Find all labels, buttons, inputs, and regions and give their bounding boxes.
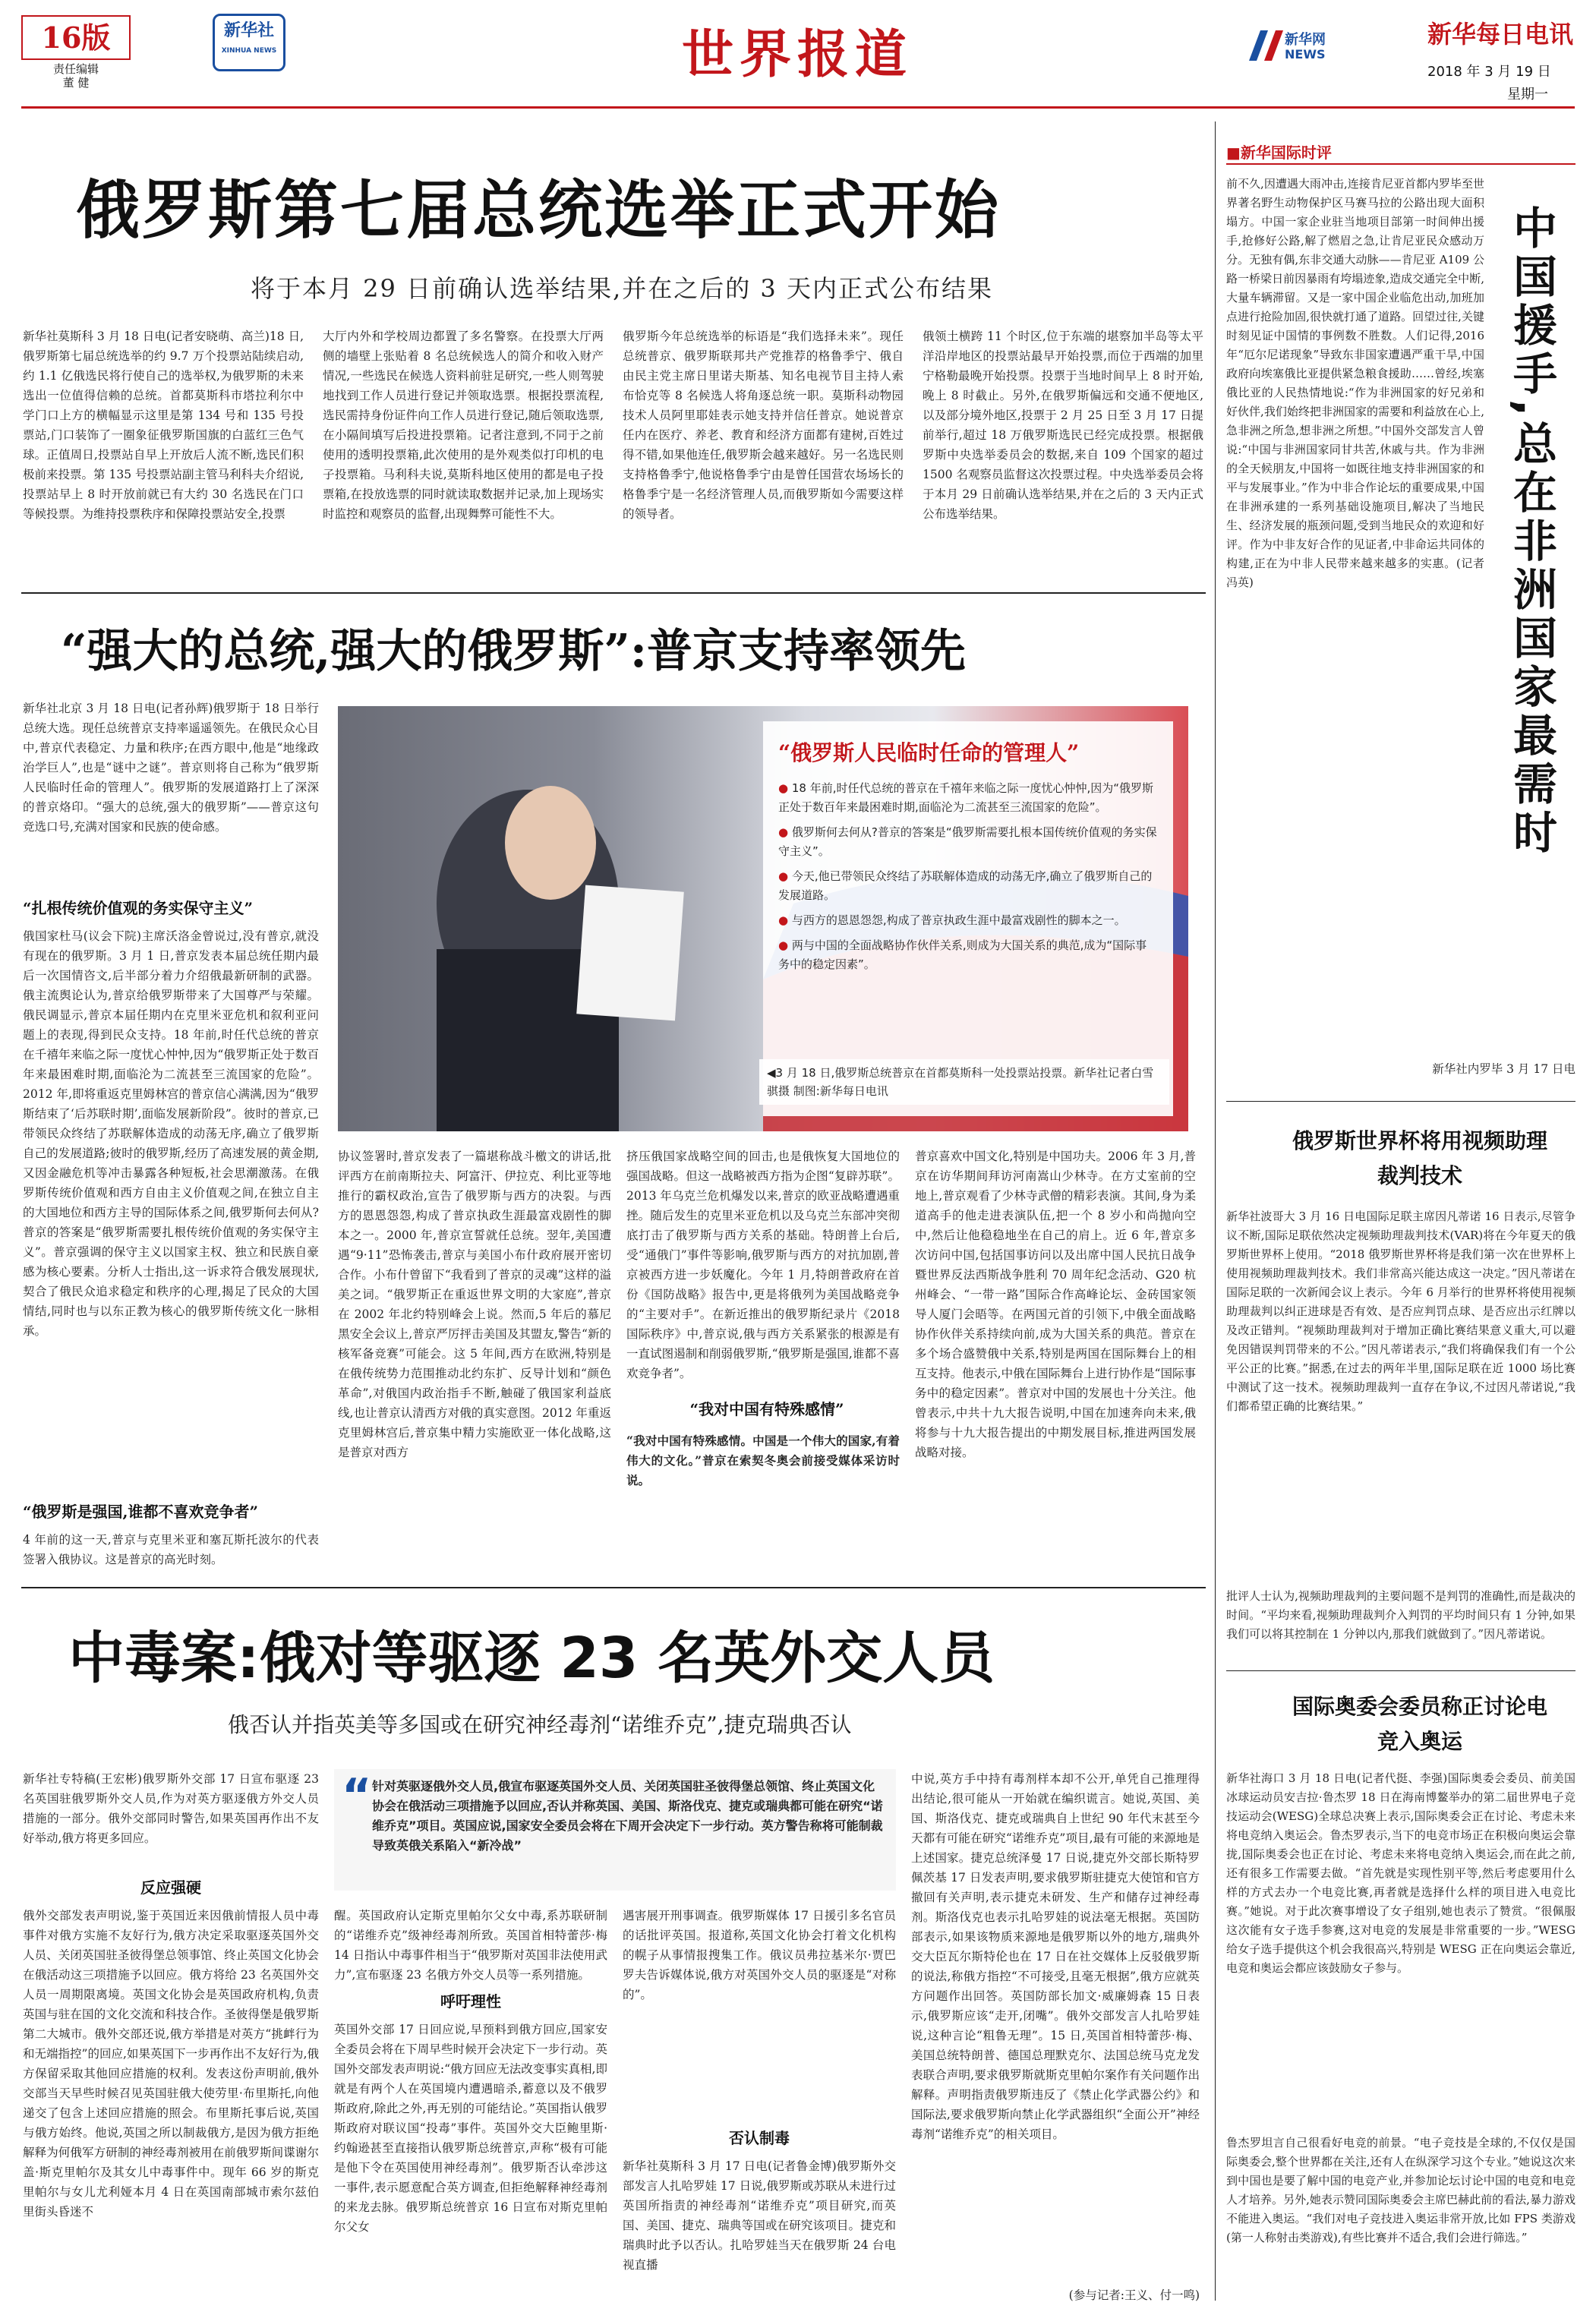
photo-caption: ◀3 月 18 日,俄罗斯总统普京在首都莫斯科一处投票站投票。新华社记者白雪骐摄 制图:新华每日电讯 [759, 1059, 1169, 1105]
sidebar-commentary: 前不久,因遭遇大雨冲击,连接肯尼亚首都内罗毕至世界著名野生动物保护区马赛马拉的公路出现大面积塌方。中国一家企业驻当地项目部第一时间伸出援手,抢修好公路,解了燃眉之急,让肯尼亚民众感动万分。无独有偶,东非交通大动脉——肯尼亚 A109 公路一桥梁日前因暴雨有垮塌迹象,造成交通完全中断,大量车辆滞留。又是一家中国企业临危出动,加班加点进行抢险加固,很快就打通了道路。回望过往,关键时刻见证中国情的事例数不胜数。人们记得,2016年“厄尔尼诺现象”导致东非国家遭遇严重干旱,中国政府向埃塞俄比亚提供紧急粮食援助……曾经,埃塞俄比亚的人民热情地说:“作为非洲国家的好兄弟和好伙伴,我们始终把非洲国家的需要和利益放在心上,急非洲之所急,想非洲之所想。”中国外交部发言人曾说:“中国与非洲国家同甘共苦,休戚与共。作为非洲的全天候朋友,中国将一如既往地支持非洲国家的和平与发展事业。”作为中非合作论坛的重要成果,中国在非洲承建的一系列基础设施项目,解决了当地民生、经济发展的瓶颈问题,受到当地民众的欢迎和好评。作为中非友好合作的见证者,中非命运共同体的构建,正在为中非人民带来越来越多的实惠。(记者冯英) [1226, 177, 1484, 589]
sidebar-divider [1215, 121, 1216, 2301]
header-rule [21, 106, 1575, 109]
article3-sub3: 否认制毒 [729, 2129, 790, 2147]
sidebar-vertical-title: 中国援手,总在非洲国家最需时 [1506, 205, 1557, 859]
page-number: 16版 [21, 15, 131, 60]
article2-headline: “强大的总统,强大的俄罗斯”:普京支持率领先 [61, 625, 967, 678]
article1-col3: 俄罗斯今年总统选举的标语是“我们选择未来”。现任总统普京、俄罗斯联邦共产党推荐的格鲁季宁、俄自由民主党主席日里诺夫斯基、知名电视节目主持人索布恰克等 8 名候选人将角逐总统一职。莫斯科动物园技术人员阿里耶娃表示她支持并信任普京。她说普京任内在医疗、养老、教育和经济方面都有建树,百姓过得不错,如果他连任,俄罗斯会越来越好。另一名选民则支持格鲁季宁,他说格鲁季宁由是曾任国营农场场长的格鲁季宁是一名经济管理人员,而俄罗斯如今需要这样的领导者。 [623, 330, 904, 521]
article2-sub3: “我对中国有特殊感情” [689, 1400, 844, 1418]
photo-bullet-text: 与西方的恩恩怨怨,构成了普京执政生涯中最富戏剧性的脚本之一。 [791, 913, 1126, 927]
article3-byline: (参与记者:王义、付一鸣) [1068, 2288, 1200, 2302]
issue-date: 2018 年 3 月 19 日 [1427, 64, 1551, 80]
article3-col1: 俄外交部发表声明说,鉴于英国近来因俄前情报人员中毒事件对俄方实施不友好行为,俄方决定采取驱逐英国外交人员、关闭英国驻圣彼得堡总领事馆、终止英国文化协会在俄活动这三项措施予以回应。俄方将给 23 名英国外交人员一周期限离境。英国文化协会是英国政府机构,负责英国与驻在国的文化交流和科技合作。圣彼得堡是俄罗斯第二大城市。俄外交部还说,俄方举措是对英方“挑衅行为和无端指控”的回应,如果英国下一步再作出不友好行为,俄方保留采取其他回应措施的权利。发表这份声明前,俄外交部当天早些时候召见英国驻俄大使劳里·布里斯托,向他递交了包含上述回应措施的照会。布里斯托事后说,英国与俄方始终。他说,英国之所以制裁俄方,是因为俄方拒绝解释为何俄军方研制的神经毒剂被用在前俄罗斯间谍谢尔盖·斯克里帕尔及其女儿中毒事件中。现年 66 岁的斯克里帕尔与女儿尤利娅本月 4 日在英国南部城市索尔兹伯里街头昏迷不 [23, 1909, 319, 2219]
news2-text: 新华社海口 3 月 18 日电(记者代挺、李强)国际奥委会委员、前美国冰球运动员安吉拉·鲁杰罗 18 日在海南博鳌举办的第二届世界电子竞技运动会(WESG)全球总决赛上表示,国际奥委会正在讨论、考虑未来将电竞纳入奥运会。鲁杰罗表示,当下的电竞市场正在积极向奥运会靠拢,国际奥委会也正在讨论、考虑未来将电竞纳入奥运会,而在此之前,还有很多工作需要去做。“首先就是实现性别平等,然后考虑要用什么样的方式去办一个电竞比赛,再者就是选择什么样的项目进入电竞比赛。”她说。对于此次赛事增设了女子组别,她也表示了赞赏。“很佩服这次能有女子选手参赛,这对电竞的发展是非常重要的一步。”WESG 给女子选手提供这个机会我很高兴,特别是 WESG 正在向奥运会靠近,电竞和奥运会都应该鼓励女子参与。 [1226, 1771, 1575, 1975]
article1-col1: 新华社莫斯科 3 月 18 日电(记者安晓萌、高兰)18 日,俄罗斯第七届总统选举的约 9.7 万个投票站陆续启动,约 1.1 亿俄选民将行使自己的选举权,为俄罗斯的未来选出一位值得信赖的总统。首都莫斯科市塔拉利尔中学门口上方的横幅显示这里是第 134 号和 135 号投票站,门口装饰了一圈象征俄罗斯国旗的白蓝红三色气球。正值周日,投票站自早上开放后人流不断,选民们积极前来投票。第 135 号投票站副主管马利科夫介绍说,投票站早上 8 时开放前就已有大约 30 名选民在门口等候投票。为维持投票秩序和保障投票站安全,投票 [23, 330, 304, 521]
article3-sub1: 反应强硬 [140, 1878, 201, 1897]
article2-midcol1: 协议签署时,普京发表了一篇堪称战斗檄文的讲话,批评西方在前南斯拉夫、阿富汗、伊拉克、利比亚等地推行的霸权政治,宣告了俄罗斯与西方的决裂。与西方的恩恩怨怨,构成了普京执政生涯最富戏剧性的脚本之一。2000 年,普京宣誓就任总统。翌年,美国遭遇“9·11”恐怖袭击,普京与美国小布什政府展开密切合作。小布什曾留下“我看到了普京的灵魂”这样的溢美之词。“俄罗斯正在重返世界文明的大家庭”,普京在 2002 年北约特别峰会上说。然而,5 年后的慕尼黑安全会议上,普京严厉抨击美国及其盟友,警告“新的核军备竞赛”可能会。这 5 年间,西方在欧洲,特别是在俄传统势力范围推动北约东扩、反导计划和“颜色革命”,对俄国内政治指手不断,触碰了俄国家利益底线,也让普京认清西方对俄的真实意图。2012 年重返克里姆林宫后,普京集中精力实施欧亚一体化战略,这是普京对西方 [338, 1150, 611, 1459]
news1-text2: 批评人士认为,视频助理裁判的主要问题不是判罚的准确性,而是裁决的时间。“平均来看,视频助理裁判介入判罚的平均时间只有 1 分钟,如果我们可以将其控制在 1 分钟以内,那我们就做到了。”因凡蒂诺说。 [1226, 1589, 1575, 1641]
sidebar-dateline: 新华社内罗毕 3 月 17 日电 [1432, 1062, 1575, 1076]
quote-mark-icon: “ [342, 1769, 372, 1822]
article3-sub2: 呼吁理性 [440, 1992, 501, 2011]
editor-name: 董 健 [62, 76, 90, 90]
photo-bullet [778, 867, 1158, 905]
photo-info-box [763, 721, 1173, 1116]
article2-lead: 新华社北京 3 月 18 日电(记者孙辉)俄罗斯于 18 日举行总统大选。现任总统普京支持率遥遥领先。在俄民众心目中,普京代表稳定、力量和秩序;在西方眼中,他是“地缘政治学巨人”,也是“谜中之谜”。普京则将自己称为“俄罗斯人民临时任命的管理人”。俄罗斯的发展道路打上了深深的普京烙印。“强大的总统,强大的俄罗斯”——普京这句竞选口号,充满对国家和民族的使命感。 [23, 702, 319, 834]
article2-sub1-text: 俄国家杜马(议会下院)主席沃洛金曾说过,没有普京,就没有现在的俄罗斯。3 月 1 日,普京发表本届总统任期内最后一次国情咨文,后半部分着力介绍俄最新研制的武器。俄主流舆论认为,普京给俄罗斯带来了大国尊严与荣耀。俄民调显示,普京本届任期内在克里米亚危机和叙利亚问题上的表现,得到民众支持。18 年前,时任代总统的普京在千禧年来临之际一度忧心忡忡,因为“俄罗斯正处于数百年来最困难时期,面临沦为二流甚至三流国家的危险”。2012 年,即将重返克里姆林宫的普京信心满满,因为“俄罗斯结束了‘后苏联时期’,面临发展新阶段”。彼时的普京,已带领民众终结了苏联解体造成的动荡无序,确立了俄罗斯自己的发展道路;彼时的俄罗斯,经历了高速发展的黄金期,又因金融危机等冲击暴露各种短板,社会思潮激荡。在俄罗斯传统价值观和西方自由主义价值观之间,在独立自主的大国地位和西方主导的国际体系之间,俄罗斯何去何从?普京的答案是“俄罗斯需要扎根传统价值观的务实保守主义”。普京强调的保守主义以国家主权、独立和民族自豪感为核心要素。分析人士指出,这一诉求符合俄发展现状,契合了俄民众追求稳定和秩序的心理,揭足了民众的大国情结,同时也与以东正教为核心的俄罗斯传统文化一脉相承。 [23, 929, 319, 1338]
article3-col2: 醒。英国政府认定斯克里帕尔父女中毒,系苏联研制的“诺维乔克”级神经毒剂所致。英国首相特蕾莎·梅 14 日指认中毒事件相当于“俄罗斯对英国非法使用武力”,宣布驱逐 23 名俄方外交人员等一系列措施。 [334, 1909, 607, 1982]
photo-bullet-text: 俄罗斯何去何从?普京的答案是“俄罗斯需要扎根本国传统价值观的务实保守主义”。 [778, 825, 1157, 858]
photo-bullet [778, 911, 1158, 930]
photo-bullet [778, 823, 1158, 861]
sidebar-column-tag: ■新华国际时评 [1226, 144, 1332, 162]
article1-col4: 俄领土横跨 11 个时区,位于东端的堪察加半岛等太平洋沿岸地区的投票站最早开始投票,而位于西端的加里宁格勒最晚开始投票。投票于当地时间早上 8 时开始,晚上 8 时截止。另外,在俄罗斯偏远和交通不便地区,以及部分境外地区,投票于 2 月 25 日至 3 月 17 日提前举行,超过 18 万俄罗斯选民已经完成投票。根据俄罗斯中央选举委员会的数据,来自 109 个国家的超过 1500 名观察员监督这次投票过程。中央选举委员会将于本月 29 日前确认选举结果,并在之后的 3 天内正式公布选举结果。 [923, 330, 1203, 521]
article1-col2: 大厅内外和学校周边都置了多名警察。在投票大厅两侧的墙壁上张贴着 8 名总统候选人的简介和收入财产情况,一些选民在候选人资料前驻足研究,一些人则驾驶地找到工作人员进行登记并领取选票。根据投票流程,选民需持身份证件向工作人员进行登记,随后领取选票,在小隔间填写后投进投票箱。记者注意到,不同于之前使用的透明投票箱,此次使用的是外观类似打印机的电子投票箱。马利科夫说,莫斯科地区使用的都是电子投票箱,在投放选票的同时就读取数据并记录,加上现场实时监控和观察员的监督,出现舞弊可能性不大。 [323, 330, 604, 521]
photo-bullet-text: 两与中国的全面战略协作伙伴关系,则成为大国关系的典范,成为“国际事务中的稳定因素”。 [778, 938, 1147, 971]
photo-bullet-text: 今天,他已带领民众终结了苏联解体造成的动荡无序,确立了俄罗斯自己的发展道路。 [778, 869, 1153, 902]
xinhuanet-logo [1245, 23, 1336, 68]
article2-midcol3: 普京喜欢中国文化,特别是中国功夫。2006 年 3 月,普京在访华期间拜访河南嵩山少林寺。在方丈室前的空地上,普京观看了少林寺武僧的精彩表演。其间,身为柔道高手的他走进表演队伍,把一个 8 岁小和尚抛向空中,然后让他稳稳地坐在自己的肩上。近 6 年,普京多次访问中国,包括国事访问以及出席中国人民抗日战争暨世界反法西斯战争胜利 70 周年纪念活动、G20 杭州峰会、“一带一路”国际合作高峰论坛、金砖国家领导人厦门会晤等。在两国元首的引领下,中俄全面战略协作伙伴关系持续向前,成为大国关系的典范。普京在多个场合盛赞俄中关系,特别是两国在国际舞台上的相互支持。他表示,中俄在国际舞台上进行协作是“国际事务中的稳定因素”。普京对中国的发展也十分关注。他曾表示,中共十九大报告说明,中国在加速奔向未来,俄将参与十九大报告提出的中期发展目标,推进两国发展战略对接。 [915, 1150, 1196, 1459]
editor-info [30, 62, 121, 90]
article2-sub1: “扎根传统价值观的务实保守主义” [23, 899, 254, 917]
sidebar-tag-rule [1226, 163, 1575, 165]
sidebar-rule2 [1226, 1670, 1575, 1671]
photo-bullet [778, 936, 1158, 974]
article3-col4: 中说,英方手中持有毒剂样本却不公开,单凭自己推理得出结论,很可能从一开始就在编织谎言。她说,英国、美国、斯洛伐克、捷克或瑞典自上世纪 90 年代末甚至今天都有可能在研究“诺维乔克”项目,最有可能的来源地是上述国家。捷克总统泽曼 17 日说,捷克外交部长斯特罗佩茨基 17 日发表声明,要求俄罗斯驻捷克大使馆和官方撤回有关声明,表示捷克未研发、生产和储存过神经毒剂。斯洛伐克也表示扎哈罗娃的说法毫无根据。英国防部表示,如果该物质来源地是俄罗斯以外的地方,瑞典外交大臣瓦尔斯特伦也在 17 日在社交媒体上反驳俄罗斯的说法,称俄方指控“不可接受,且毫无根据”,俄方应就英方问题作出回答。英国防部长加文·威廉姆森 15 日表示,俄罗斯应该“走开,闭嘴”。俄外交部发言人扎哈罗娃说,这种言论“粗鲁无理”。15 日,英国首相特蕾莎·梅、美国总统特朗普、德国总理默克尔、法国总统马克龙发表联合声明,要求俄罗斯就斯克里帕尔案作有关问题作出解释。声明指责俄罗斯违反了《禁止化学武器公约》和国际法,要求俄罗斯向禁止化学武器组织“全面公开”神经毒剂“诺维乔克”的相关项目。 [911, 1772, 1200, 2141]
editor-label: 责任编辑 [52, 62, 99, 76]
article2-quote3: “我对中国有特殊感情。中国是一个伟大的国家,有着伟大的文化。”普京在索契冬奥会前接受媒体采访时说。 [626, 1434, 900, 1487]
article2-rule [21, 1587, 1206, 1588]
article1-headline: 俄罗斯第七届总统选举正式开始 [76, 173, 1001, 248]
bullet-dot-icon: ● [778, 938, 792, 952]
news2-headline: 国际奥委会委员称正讨论电竞入奥运 [1292, 1694, 1547, 1754]
sidebar-rule1 [1226, 1101, 1575, 1102]
xinhua-logo [213, 14, 285, 71]
photo-box-bullets [778, 779, 1158, 974]
news2-text2: 鲁杰罗坦言自己很看好电竞的前景。“电子竞技是全球的,不仅仅是国际奥委会,整个世界都在关注,还有人在纵深学习这个专业。”她说这次来到中国也是要了解中国的电竞产业,并参加论坛讨论中国的电竞和电竞人才培养。另外,她表示赞同国际奥委会主席巴赫此前的看法,暴力游戏不能进入奥运。“我们对电子竞技进入奥运非常开放,比如 FPS 类游戏(第一人称射击类游戏),有些比赛并不适合,我们会进行筛选。” [1226, 2136, 1575, 2244]
article1-subheadline: 将于本月 29 日前确认选举结果,并在之后的 3 天内正式公布结果 [251, 274, 993, 303]
article3-subheadline: 俄否认并指英美等多国或在研究神经毒剂“诺维乔克”,捷克瑞典否认 [228, 1712, 852, 1737]
photo-bullet-text: 18 年前,时任代总统的普京在千禧年来临之际一度忧心忡忡,因为“俄罗斯正处于数百年来最困难时期,面临沦为二流甚至三流国家的危险”。 [778, 781, 1154, 814]
bullet-dot-icon: ● [778, 913, 792, 927]
issue-weekday: 星期一 [1507, 87, 1548, 103]
article3-lead: 新华社专特稿(王宏彬)俄罗斯外交部 17 日宣布驱逐 23 名英国驻俄罗斯外交人员,作为对英方驱逐俄方外交人员措施的一部分。俄外交部同时警告,如果英国再作出不友好举动,俄方将更多回应。 [23, 1772, 319, 1845]
xinhuanet-logo-text: 新华网 [1285, 32, 1326, 48]
xinhua-logo-text: 新华社 [223, 21, 274, 40]
bullet-dot-icon: ● [778, 781, 792, 795]
article3-headline: 中毒案:俄对等驱逐 23 名英外交人员 [68, 1626, 995, 1691]
article2-sub2: “俄罗斯是强国,谁都不喜欢竞争者” [23, 1503, 258, 1521]
paper-name: 新华每日电讯 [1427, 20, 1574, 49]
article3-col2b: 英国外交部 17 日回应说,早预料到俄方回应,国家安全委员会将在下周早些时候开会决定下一步行动。英国外交部发表声明说:“俄方回应无法改变事实真相,即就是有两个人在英国境内遭遇暗杀,蓄意以及不俄罗斯政府,除此之外,再无别的可能结论。”英国指认俄罗斯政府对联议国“投毒”事件。英国外交大臣鲍里斯·约翰逊甚至直接指认俄罗斯总统普京,声称“极有可能是他下令在英国使用神经毒剂”。俄罗斯否认牵涉这一事件,表示愿意配合英方调查,但拒绝解释神经毒剂的来龙去脉。俄罗斯总统普京 16 日宣布对斯克里帕尔父女 [334, 2023, 607, 2234]
bullet-dot-icon: ● [778, 869, 792, 883]
article3-quote-text: 针对英驱逐俄外交人员,俄宣布驱逐英国外交人员、关闭英国驻圣彼得堡总领馆、终止英国文化协会在俄活动三项措施予以回应,否认并称英国、美国、斯洛伐克、捷克或瑞典都可能在研究“诺维乔克”项目。英国应说,国家安全委员会将在下周开会决定下一步行动。英方警告称将可能制裁导致英俄关系陷入“新冷战” [372, 1779, 883, 1853]
xinhuanet-logo-sub: NEWS [1285, 47, 1326, 62]
article2-midcol2: 挤压俄国家战略空间的回击,也是俄恢复大国地位的强国战略。但这一战略被西方指为企图“复辟苏联”。2013 年乌克兰危机爆发以来,普京的欧亚战略遭遇重挫。随后发生的克里米亚危机以及乌克兰东部冲突彻底打击了俄罗斯与西方关系的基础。特朗普上台后,受“通俄门”事件等影响,俄罗斯与西方的对抗加剧,普京被西方进一步妖魔化。今年 1 月,特朗普政府在首份《国防战略》报告中,更是将俄列为美国战略竞争的“主要对手”。在新近推出的俄罗斯纪录片《2018 国际秩序》中,普京说,俄与西方关系紧张的根源是有一直试图遏制和削弱俄罗斯,“俄罗斯是强国,谁都不喜欢竞争者”。 [626, 1150, 900, 1380]
photo-bullet [778, 779, 1158, 817]
news1-text: 新华社波哥大 3 月 16 日电国际足联主席因凡蒂诺 16 日表示,尽管争议不断,国际足联依然决定视频助理裁判技术(VAR)将在今年夏天的俄罗斯世界杯上使用。“2018 俄罗斯世界杯将是我们第一次在世界杯上使用视频助理裁判技术。我们非常高兴能达成这一决定。”因凡蒂诺在国际足联的一次新闻会议上表示。今年 6 月举行的世界杯将使用视频助理裁判以纠正进球是否有效、是否应判罚点球、是否应出示红牌以及改正错判。“视频助理裁判对于增加正确比赛结果意义重大,可以避免因错误判罚带来的不公。”因凡蒂诺表示,“我们将确保我们有一个公平公正的比赛。”据悉,在过去的两年半里,国际足联在近 1000 场比赛中测试了这一技术。视频助理裁判一直存在争议,不过因凡蒂诺说,“我们都希望正确的比赛结果。” [1226, 1210, 1575, 1413]
news1-headline: 俄罗斯世界杯将用视频助理裁判技术 [1292, 1128, 1547, 1188]
article2-sub2-text: 4 年前的这一天,普京与克里米亚和塞瓦斯托波尔的代表签署入俄协议。这是普京的高光时刻。 [23, 1533, 319, 1566]
article3-col3b: 新华社莫斯科 3 月 17 日电(记者鲁金博)俄罗斯外交部发言人扎哈罗娃 17 日说,俄罗斯或苏联从未进行过英国所指责的神经毒剂“诺维乔克”项目研究,而英国、美国、捷克、瑞典等国或在研究该项目。捷克和瑞典时此予以否认。扎哈罗娃当天在俄罗斯 24 台电视直播 [623, 2159, 896, 2272]
article3-col3: 遇害展开刑事调查。俄罗斯媒体 17 日援引多名官员的话批评英国。报道称,英国文化协会打着文化机构的幌子从事情报搜集工作。俄议员弗拉基米尔·贾巴罗夫告诉媒体说,俄方对英国外交人员的驱逐是“对称的”。 [623, 1909, 896, 2001]
article3-quote-box [334, 1769, 896, 1891]
photo-box-title: “俄罗斯人民临时任命的管理人” [778, 740, 1080, 765]
article1-rule [21, 592, 1206, 594]
section-title: 世界报道 [681, 24, 913, 85]
bullet-dot-icon: ● [778, 825, 792, 839]
xinhua-logo-sub: XINHUA NEWS [221, 47, 277, 55]
